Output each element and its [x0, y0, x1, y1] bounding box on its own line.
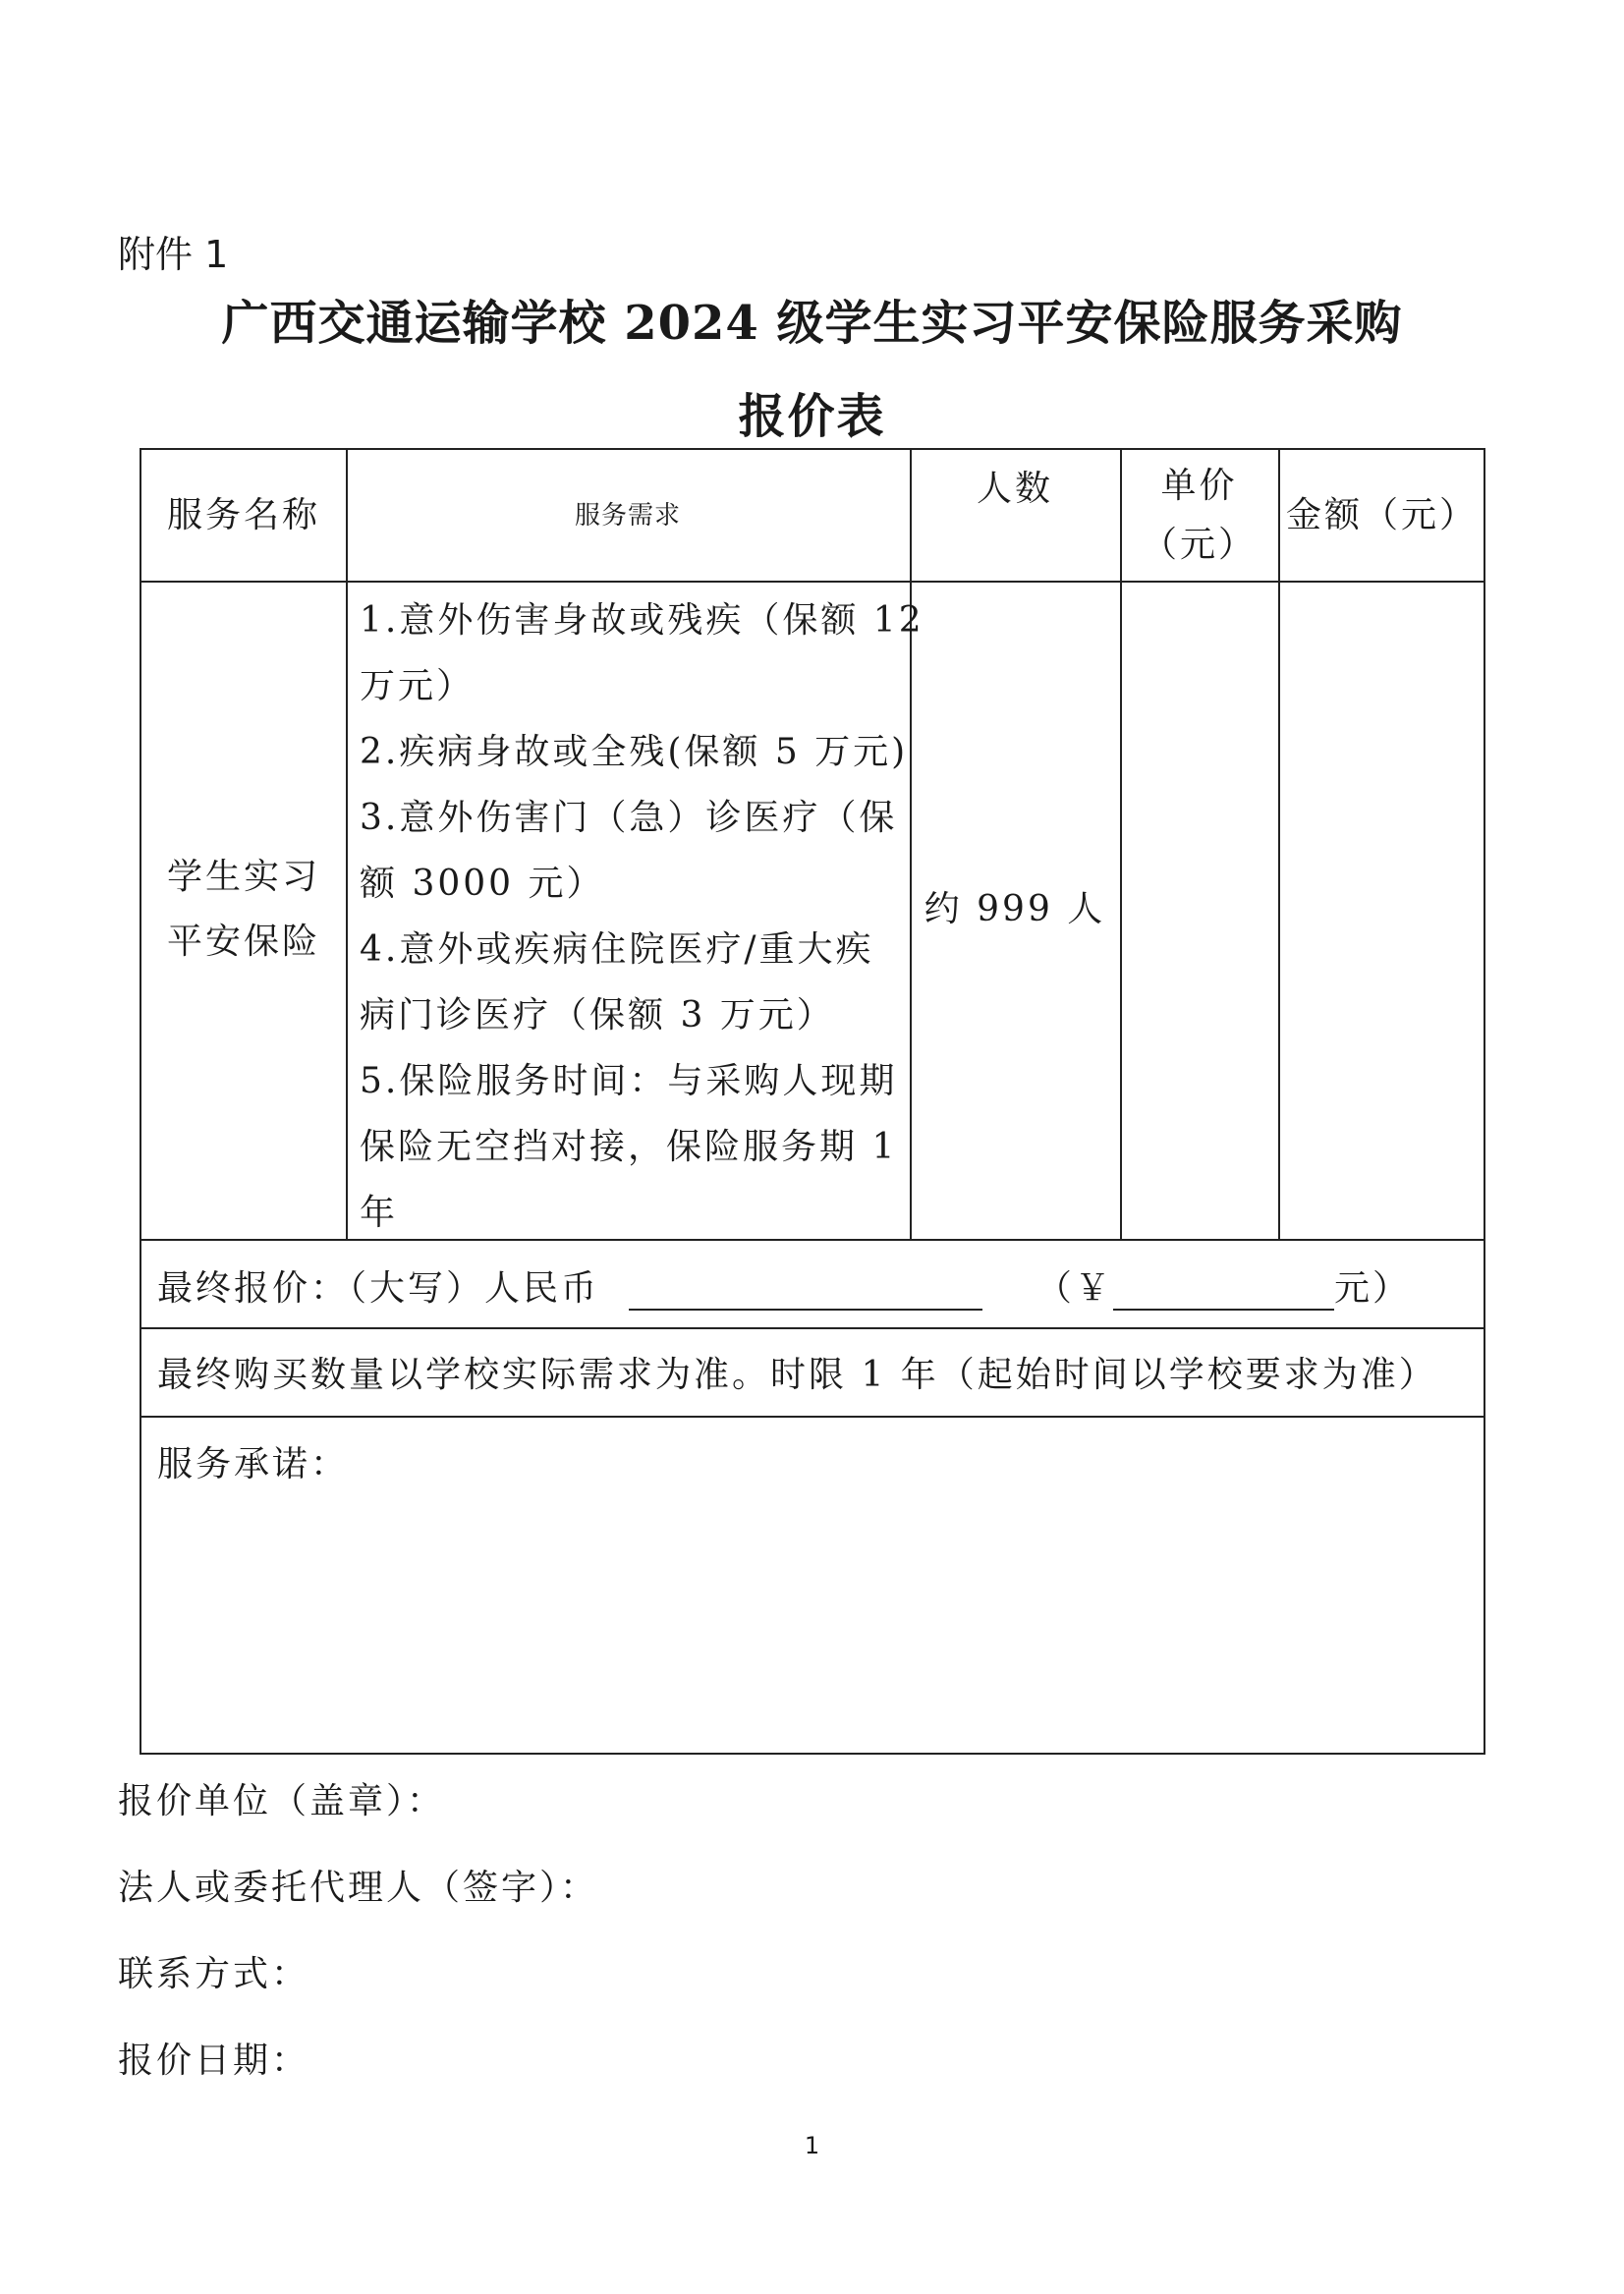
final-quote-label: 最终报价：（大写）人民币 [157, 1268, 600, 1309]
quote-table [140, 448, 1485, 1755]
requirement-line: 3.意外伤害门（急）诊医疗（保 [360, 798, 898, 838]
row-divider [141, 1327, 1484, 1329]
commitment-label: 服务承诺： [157, 1444, 350, 1484]
requirement-line: 4.意外或疾病住院医疗/重大疾 [360, 929, 874, 970]
annex-label: 附件 1 [118, 233, 229, 276]
requirement-line: 年 [360, 1193, 399, 1233]
yen-open: （￥ [1036, 1268, 1113, 1309]
header-unit-price-line1: 单价 [1160, 465, 1238, 506]
cell-count: 约 999 人 [924, 889, 1106, 929]
requirement-line: 1.意外伤害身故或残疾（保额 12 [360, 600, 924, 641]
amount-in-figures-blank[interactable] [1113, 1273, 1334, 1311]
requirement-line: 保险无空挡对接，保险服务期 1 [360, 1127, 898, 1167]
header-unit-price-line2: （元） [1141, 524, 1257, 565]
quoting-unit: 报价单位（盖章）： [118, 1781, 446, 1821]
requirement-line: 2.疾病身故或全残(保额 5 万元) [360, 732, 909, 772]
document-subtitle: 报价表 [738, 389, 886, 444]
service-name-line1: 学生实习 [166, 857, 320, 897]
header-requirements: 服务需求 [574, 500, 681, 531]
cell-amount[interactable] [1278, 581, 1485, 1239]
requirement-line: 5.保险服务时间：与采购人现期 [360, 1061, 898, 1101]
yen-close: 元） [1333, 1268, 1411, 1309]
requirement-line: 万元） [360, 666, 476, 706]
requirement-line: 额 3000 元） [360, 864, 605, 904]
quantity-note: 最终购买数量以学校实际需求为准。时限 1 年（起始时间以学校要求为准） [157, 1355, 1437, 1395]
quote-date: 报价日期： [118, 2041, 310, 2081]
contact-info: 联系方式： [118, 1954, 310, 1994]
page-number: 1 [804, 2132, 820, 2159]
row-divider [141, 1416, 1484, 1418]
cell-unit-price[interactable] [1120, 581, 1278, 1239]
requirement-line: 病门诊医疗（保额 3 万元） [360, 995, 835, 1035]
amount-in-words-blank[interactable] [629, 1273, 982, 1311]
legal-representative: 法人或委托代理人（签字）： [118, 1868, 599, 1908]
header-count: 人数 [976, 469, 1053, 509]
cell-service-name [141, 581, 346, 1239]
commitment-area[interactable] [151, 1491, 1473, 1737]
final-quote-row [157, 1260, 1411, 1311]
document-title: 广西交通运输学校 2024 级学生实习平安保险服务采购 [221, 296, 1403, 351]
service-name-line2: 平安保险 [166, 922, 320, 962]
header-amount: 金额（元） [1285, 494, 1478, 535]
header-unit-price [1120, 450, 1278, 581]
header-service-name: 服务名称 [166, 494, 320, 535]
